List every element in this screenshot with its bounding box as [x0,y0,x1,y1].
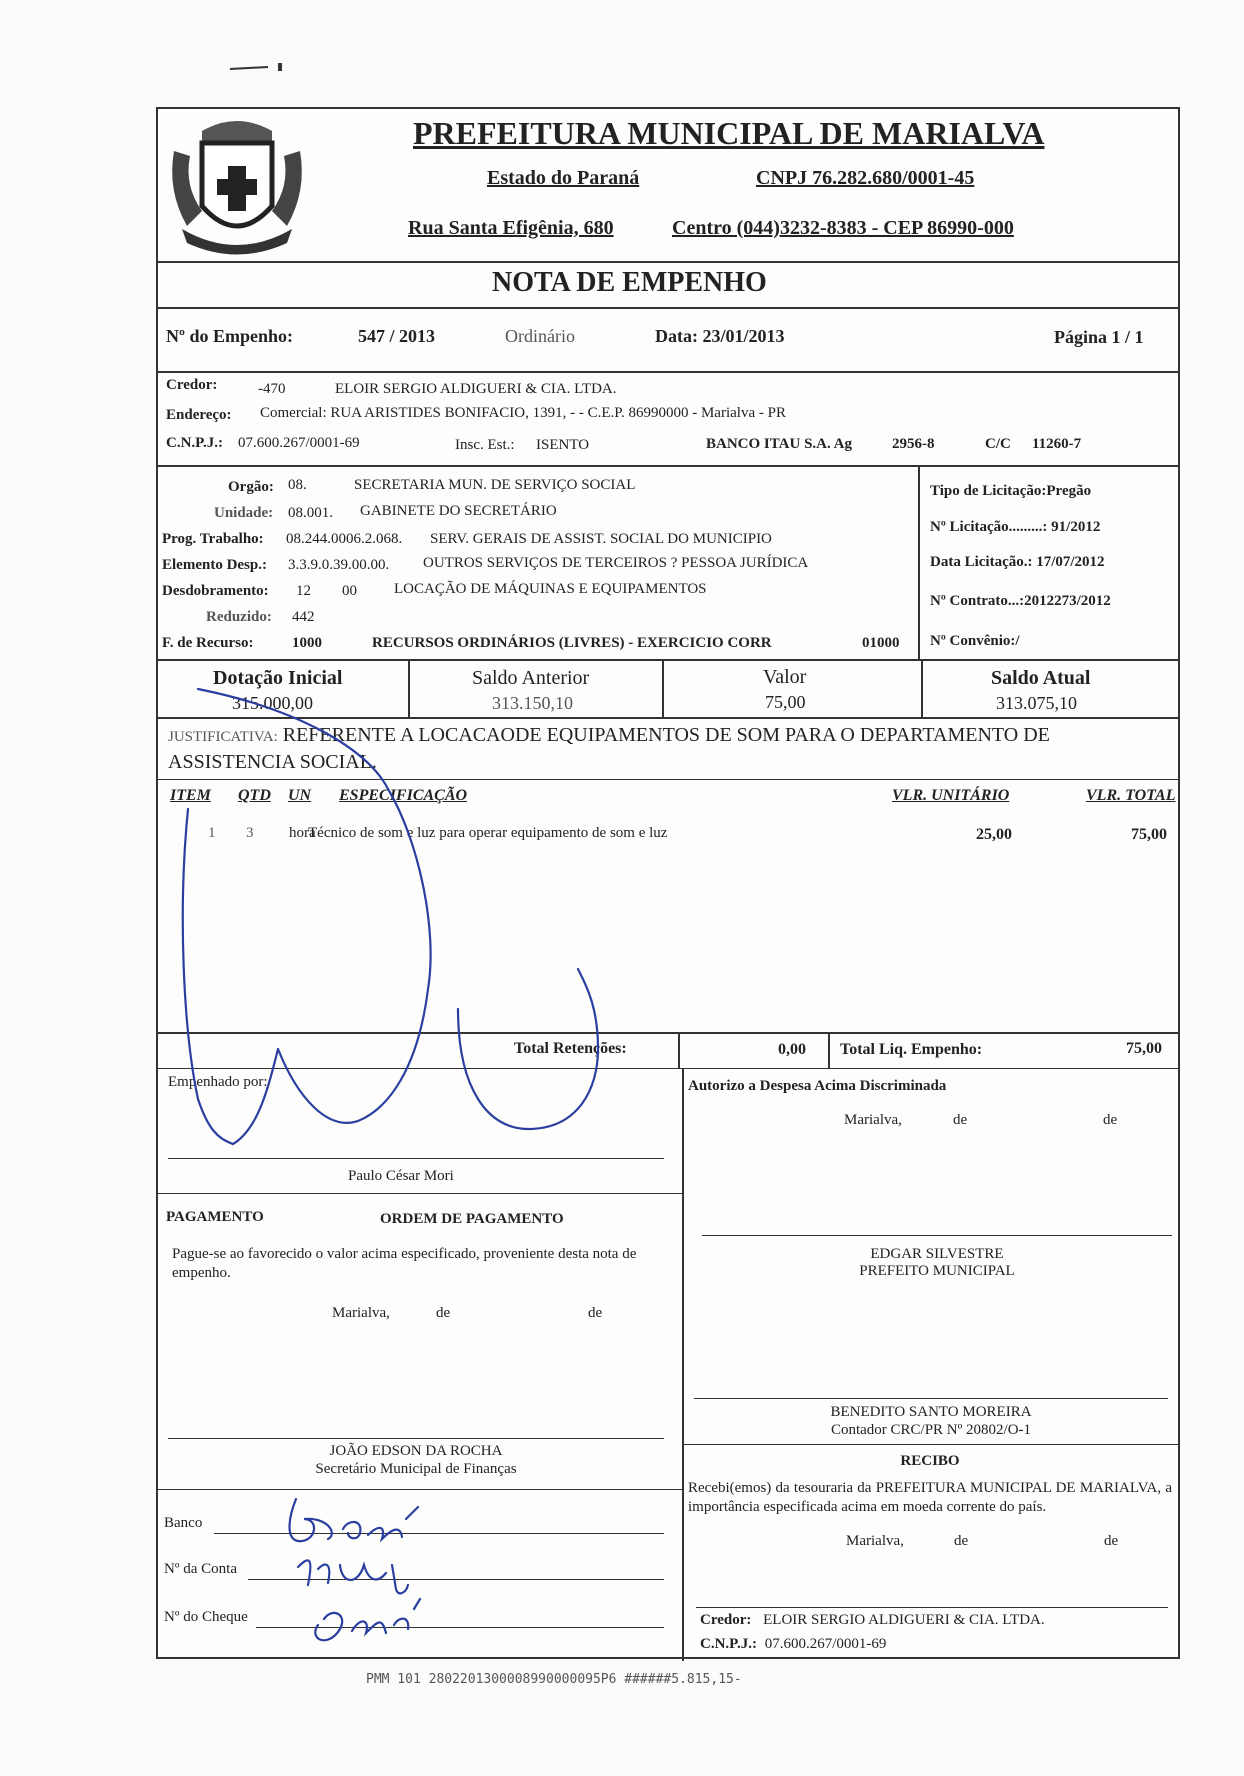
autorizo-place: Marialva, [844,1112,902,1128]
total-liquido-label: Total Liq. Empenho: [840,1041,983,1058]
recurso-label: F. de Recurso: [162,635,254,651]
footer-code: PMM 101 2802201300008990000095P6 ######5.815,15- [366,1672,742,1687]
col-qtd: QTD [238,787,271,804]
empenho-date: Data: 23/01/2013 [655,326,785,346]
row-unit: 25,00 [976,826,1012,843]
doc-title: NOTA DE EMPENHO [492,267,767,298]
coat-of-arms-icon [162,111,312,261]
recibo-cnpj [700,1636,886,1653]
insc-label: Insc. Est.: [455,437,515,453]
prefeito-role: PREFEITO MUNICIPAL [859,1263,1015,1279]
empenho-label: Nº do Empenho: [166,326,293,346]
autorizo-label: Autorizo a Despesa Acima Discriminada [688,1078,947,1094]
address: Rua Santa Efigênia, 680 [408,217,614,239]
row-spec: Técnico de som e luz para operar equipamento de som e luz [308,825,668,841]
total-retencoes-label: Total Retenções: [514,1040,627,1057]
col-item: ITEM [170,787,211,804]
saldo-anterior-label: Saldo Anterior [472,667,590,689]
saldo-atual-value: 313.075,10 [996,693,1077,713]
reduzido-value: 442 [292,609,315,625]
row-item: 1 [208,825,216,841]
bank-label: BANCO ITAU S.A. Ag [706,436,852,452]
credor-cnpj: 07.600.267/0001-69 [238,435,360,451]
cheque-label: Nº do Cheque [164,1609,248,1625]
recibo-cnpj-value: 07.600.267/0001-69 [764,1636,887,1652]
autorizo-de2: de [1103,1112,1118,1128]
elemento-code: 3.3.9.0.39.00.00. [288,557,390,573]
handwritten-check-mark [158,669,658,1149]
recibo-place: Marialva, [846,1533,904,1549]
dotacao-value: 315.000,00 [232,693,313,713]
total-liquido-value: 75,00 [1126,1040,1162,1057]
unidade-name: GABINETE DO SECRETÁRIO [360,503,557,519]
credor-address: Comercial: RUA ARISTIDES BONIFACIO, 1391, - - C.E.P. 86990000 - Marialva - PR [260,405,786,421]
orgao-code: 08. [288,477,307,493]
orgao-name: SECRETARIA MUN. DE SERVIÇO SOCIAL [354,477,636,493]
empenho-number: 547 / 2013 [358,326,436,346]
unidade-code: 08.001. [288,505,333,521]
conta-label: Nº da Conta [164,1561,237,1577]
credor-label: Credor: [166,377,218,393]
row-un: hora [289,825,316,841]
valor-value: 75,00 [765,692,806,712]
ordem-pagamento: ORDEM DE PAGAMENTO [380,1211,564,1227]
contador-name: BENEDITO SANTO MOREIRA [830,1404,1032,1420]
district-phone-cep: Centro (044)3232-8383 - CEP 86990-000 [672,217,1014,239]
empenhado-name: Paulo César Mori [348,1168,454,1184]
page-number: Página 1 / 1 [1054,327,1144,347]
pagamento-place: Marialva, [332,1305,390,1321]
elemento-label: Elemento Desp.: [162,557,267,573]
recibo-title: RECIBO [900,1453,960,1469]
saldo-anterior-value: 313.150,10 [492,693,573,713]
contador-role: Contador CRC/PR Nº 20802/O-1 [830,1422,1032,1438]
tipo-licitacao: Tipo de Licitação:Pregão [930,483,1092,499]
reduzido-label: Reduzido: [206,609,272,625]
cc-value: 11260-7 [1032,436,1082,452]
pagamento-label: PAGAMENTO [166,1209,264,1225]
autorizo-de1: de [953,1112,968,1128]
dotacao-label: Dotação Inicial [213,667,343,689]
total-retencoes-value: 0,00 [778,1041,806,1058]
justificativa-label: JUSTIFICATIVA: [168,729,278,745]
row-total: 75,00 [1131,826,1167,843]
empenhado-label: Empenhado por: [168,1074,268,1090]
recibo-text: Recebi(emos) da tesouraria da PREFEITURA MUNICIPAL DE MARIALVA, a importância especificada acima em moeda corrente do país. [688,1480,1172,1515]
banco-label: Banco [164,1515,203,1531]
credor-name: ELOIR SERGIO ALDIGUERI & CIA. LTDA. [335,381,617,397]
prog-label: Prog. Trabalho: [162,531,264,547]
justificativa-text: REFERENTE A LOCACAODE EQUIPAMENTOS DE SOM PARA O DEPARTAMENTO DE ASSISTENCIA SOCIAL. [168,724,1050,773]
col-un: UN [288,787,312,804]
state-name: Estado do Paraná [487,167,640,189]
recibo-credor [700,1612,1045,1629]
row-qtd: 3 [246,825,254,841]
recurso-code: 1000 [292,635,322,651]
saldo-atual-label: Saldo Atual [991,667,1091,689]
secretario-role: Secretário Municipal de Finanças [315,1461,517,1477]
recibo-de1: de [954,1533,969,1549]
data-licitacao: Data Licitação.: 17/07/2012 [930,554,1105,570]
orgao-label: Orgão: [228,479,274,495]
credor-code: -470 [258,381,286,397]
empenho-type: Ordinário [505,326,575,346]
col-vlr-unitario: VLR. UNITÁRIO [892,787,1010,804]
desdobramento-name: LOCAÇÃO DE MÁQUINAS E EQUIPAMENTOS [394,581,707,597]
stray-mark [228,60,288,72]
prefeito-name: EDGAR SILVESTRE [870,1246,1004,1262]
pagamento-de1: de [436,1305,451,1321]
secretario-name: JOÃO EDSON DA ROCHA [329,1443,503,1459]
address-label: Endereço: [166,407,232,423]
col-vlr-total: VLR. TOTAL [1086,787,1176,804]
prog-code: 08.244.0006.2.068. [286,531,403,547]
numero-contrato: Nº Contrato...:2012273/2012 [930,593,1111,609]
numero-licitacao: Nº Licitação.........: 91/2012 [930,519,1101,535]
prefeitura-title: PREFEITURA MUNICIPAL DE MARIALVA [413,115,1045,151]
desdobramento-label: Desdobramento: [162,583,269,599]
col-especificacao: ESPECIFICAÇÃO [339,787,468,804]
pagamento-de2: de [588,1305,603,1321]
desdobramento-b: 00 [342,583,357,599]
prog-name: SERV. GERAIS DE ASSIST. SOCIAL DO MUNICIPIO [430,531,772,547]
recibo-credor-label: Credor: [700,1612,752,1628]
valor-label: Valor [763,666,807,688]
recibo-credor-name: ELOIR SERGIO ALDIGUERI & CIA. LTDA. [763,1612,1045,1628]
unidade-label: Unidade: [214,505,274,521]
nota-de-empenho-document [156,107,1180,1659]
cnpj-label: C.N.P.J.: [166,435,223,451]
agency: 2956-8 [892,436,935,452]
elemento-name: OUTROS SERVIÇOS DE TERCEIROS ? PESSOA JURÍDICA [423,555,809,571]
recurso-ref: 01000 [862,635,900,651]
cnpj-prefeitura: CNPJ 76.282.680/0001-45 [756,167,975,189]
cc-label: C/C [985,436,1011,452]
recibo-de2: de [1104,1533,1119,1549]
numero-convenio: Nº Convênio:/ [930,633,1020,649]
desdobramento-a: 12 [296,583,311,599]
recurso-name: RECURSOS ORDINÁRIOS (LIVRES) - EXERCICIO CORR [372,635,772,651]
insc-value: ISENTO [536,437,590,453]
pagamento-text: Pague-se ao favorecido o valor acima especificado, proveniente desta nota de empenho. [172,1246,637,1281]
recibo-cnpj-label: C.N.P.J.: [700,1636,757,1652]
handwritten-bank-signature [268,1489,468,1659]
